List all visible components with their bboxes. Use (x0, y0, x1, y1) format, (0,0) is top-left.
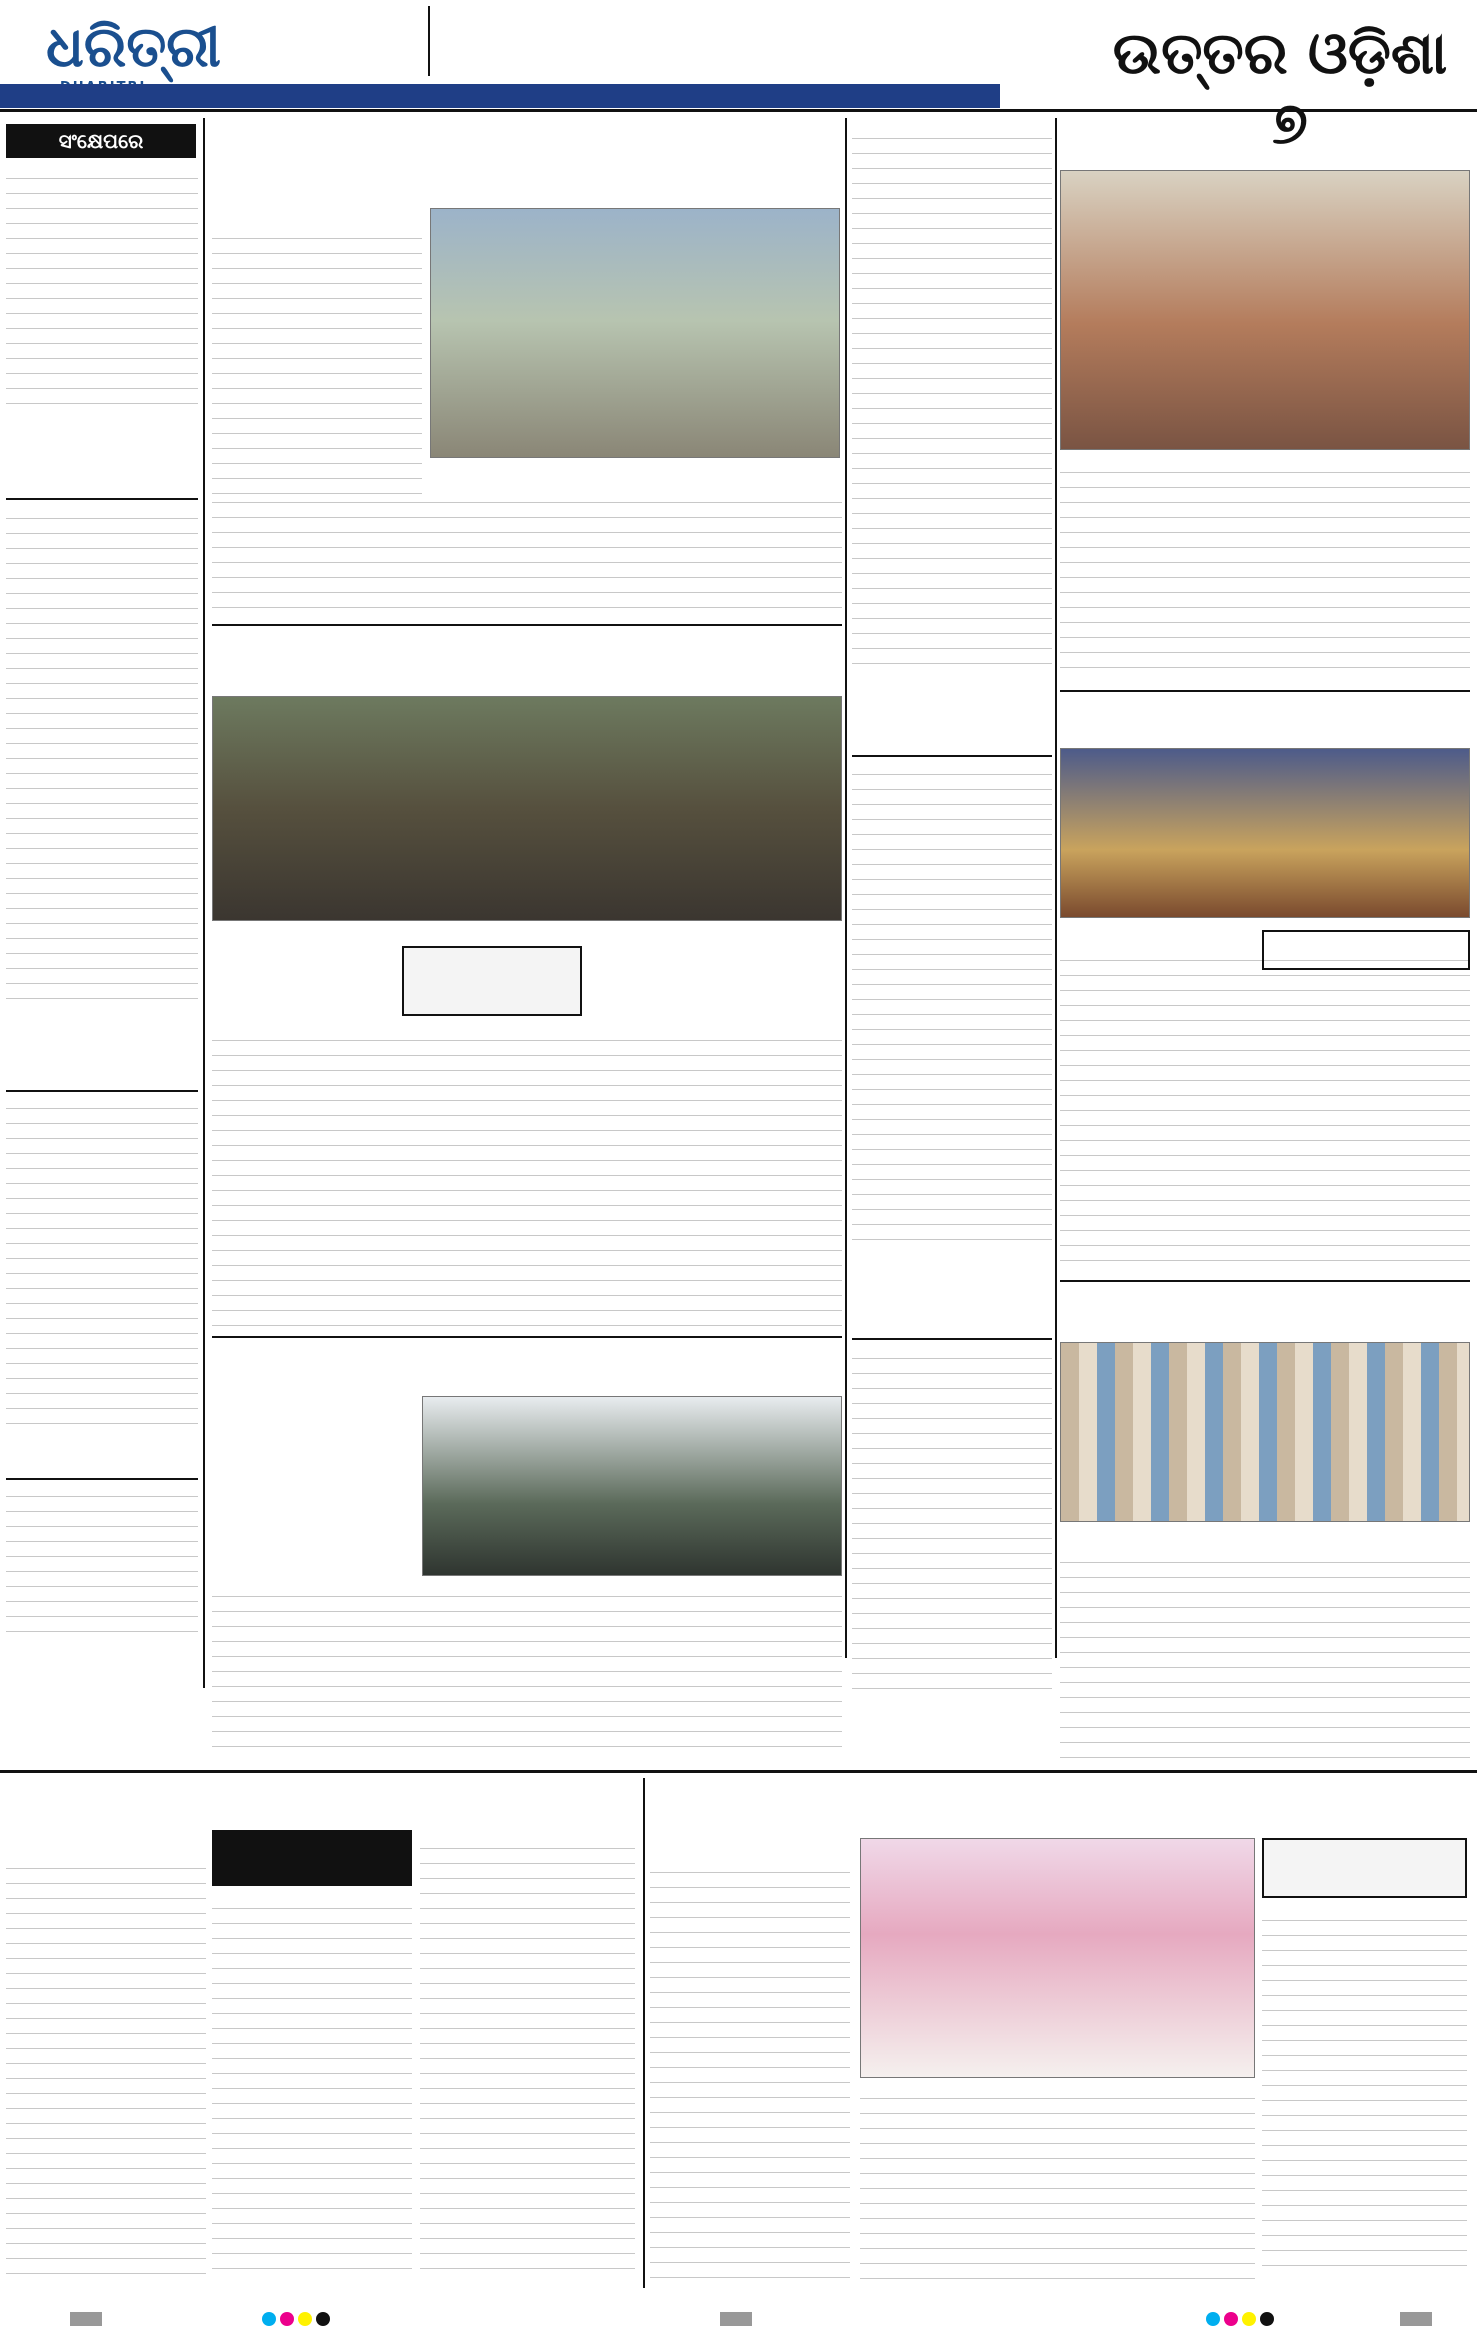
top-box-text (250, 6, 428, 14)
yellow-dot (298, 2312, 312, 2326)
dateline (0, 84, 1000, 108)
newspaper-logo (40, 6, 240, 84)
divider (852, 755, 1052, 757)
brief-text (6, 1482, 198, 1632)
highlight-box (402, 946, 582, 1016)
story-photo (422, 1396, 842, 1576)
registration-block (720, 2312, 752, 2326)
briefs-column (0, 118, 205, 1688)
story-text (212, 1026, 842, 1326)
story-text (852, 760, 1052, 1250)
column-rule (1055, 118, 1057, 1658)
story-library (1060, 118, 1470, 678)
story-photo (212, 696, 842, 921)
top-note (440, 6, 1070, 78)
story-bhajagobinda (212, 1342, 842, 1762)
divider (6, 1478, 198, 1480)
story-tag-box (1262, 930, 1470, 970)
brief-item (6, 1482, 198, 1682)
divider (1060, 690, 1470, 692)
black-dot (316, 2312, 330, 2326)
divider (6, 498, 198, 500)
divider (6, 1090, 198, 1092)
briefs-title: ସଂକ୍ଷେପରେ (6, 124, 196, 158)
logo-text: ଧରିତ୍ରୀ (46, 15, 221, 80)
section-name: ଉତ୍ତର ଓଡ଼ିଶା (1112, 19, 1448, 87)
brief-text (6, 1094, 198, 1424)
story-bhajan (1060, 696, 1470, 1276)
story-text-continued (860, 2084, 1255, 2279)
story-bjp-president (852, 760, 1052, 1320)
story-prayer (1060, 1286, 1470, 1786)
story-text (212, 224, 422, 494)
divider (0, 1770, 1477, 1773)
story-text-continued (212, 1894, 412, 2274)
story-photo (1060, 1342, 1470, 1522)
story-bjp-2024 (650, 1778, 1470, 2288)
story-text (1060, 458, 1470, 668)
story-box-title (1264, 1840, 1465, 1846)
story-text (6, 1854, 206, 2274)
registration-block (70, 2312, 102, 2326)
magenta-dot (1224, 2312, 1238, 2326)
section-title (1090, 18, 1470, 157)
magenta-dot (280, 2312, 294, 2326)
story-text (650, 1858, 850, 2278)
story-box (1262, 1838, 1467, 1898)
story-text (1262, 1906, 1467, 2278)
registration-block (1400, 2312, 1432, 2326)
brief-item (6, 504, 198, 1084)
story-text (1060, 1548, 1470, 1778)
story-text (1060, 946, 1470, 1266)
cyan-dot (1206, 2312, 1220, 2326)
story-text (852, 124, 1052, 674)
story-text-continued (420, 1834, 635, 2274)
story-subhead (212, 1830, 412, 1886)
page-number: ୭ (1272, 89, 1308, 157)
story-protest (212, 630, 842, 1330)
story-photo (1060, 170, 1470, 450)
print-registration-strip (0, 2290, 1477, 2339)
divider (212, 624, 842, 626)
story-collector (0, 1778, 640, 2288)
column-rule (845, 118, 847, 1658)
top-box (250, 6, 430, 76)
black-dot (1260, 2312, 1274, 2326)
story-text (212, 1582, 842, 1757)
divider (212, 1336, 842, 1338)
divider (1060, 1280, 1470, 1282)
brief-text (6, 504, 198, 1004)
story-school (852, 1344, 1052, 1764)
story-lead (212, 118, 842, 618)
yellow-dot (1242, 2312, 1256, 2326)
column-rule (643, 1778, 645, 2288)
brief-item (6, 1094, 198, 1474)
story-text-continued (212, 488, 842, 613)
brief-item (6, 164, 198, 494)
story-photo (860, 1838, 1255, 2078)
story-photo (430, 208, 840, 458)
divider (852, 1338, 1052, 1340)
story-photo (1060, 748, 1470, 918)
story-text (852, 1344, 1052, 1694)
brief-text (6, 164, 198, 404)
cyan-dot (262, 2312, 276, 2326)
